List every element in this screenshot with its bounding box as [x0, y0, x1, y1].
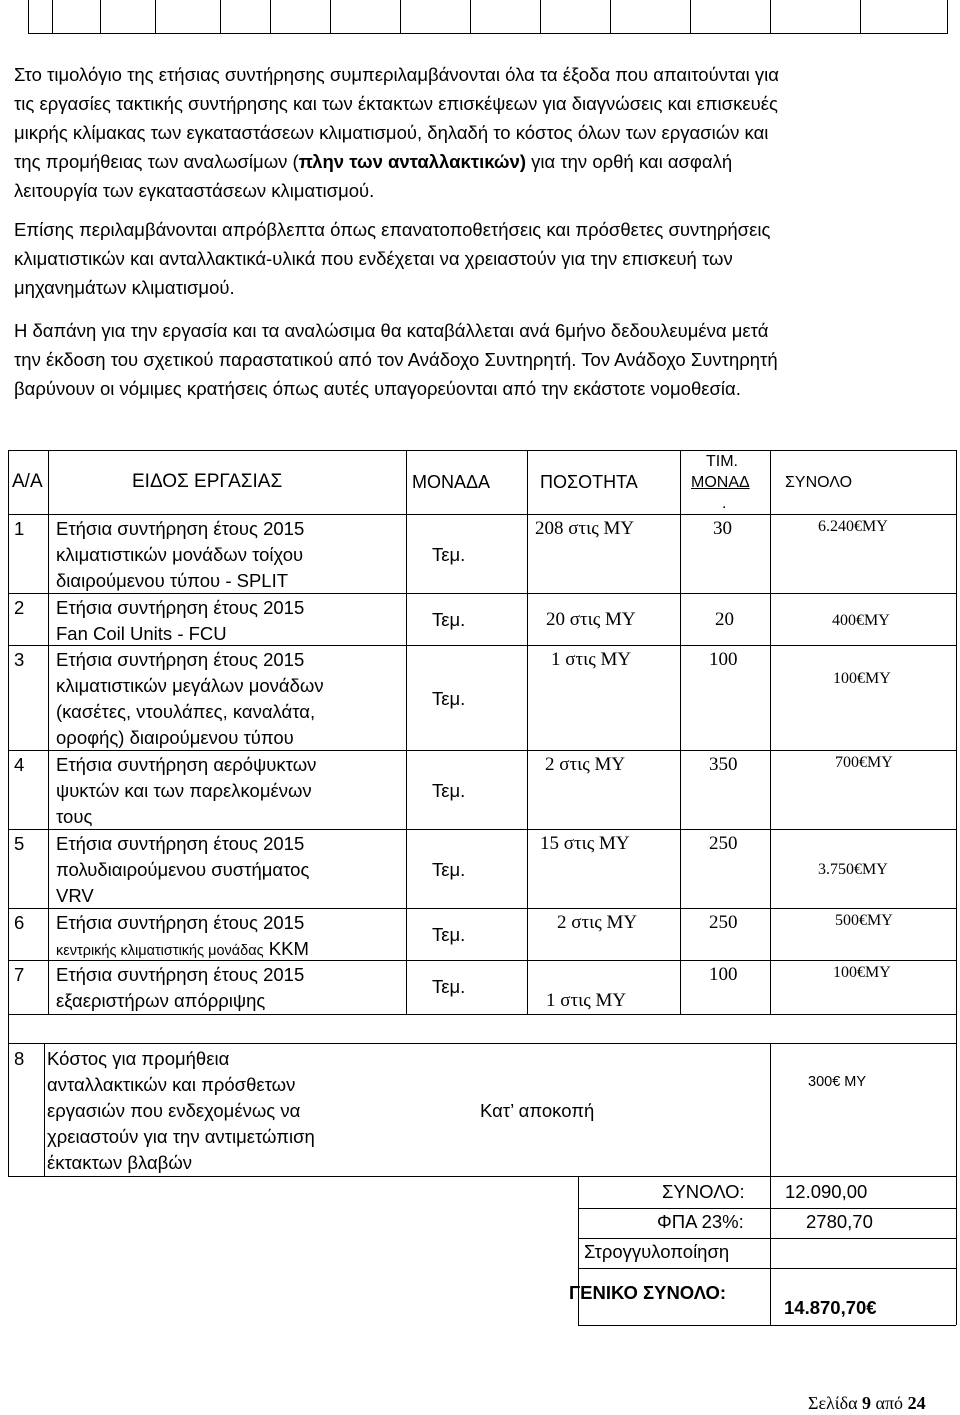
row-number: 7	[14, 964, 25, 985]
paragraph-3-line-2: την έκδοση του σχετικού παραστατικού από τον Ανάδοχο Συντηρητή. Τον Ανάδοχο Συντηρητή	[14, 349, 778, 370]
row-description-line: διαιρούμενου τύπου - SPLIT	[56, 570, 289, 591]
header-work-type: ΕΙΔΟΣ ΕΡΓΑΣΙΑΣ	[132, 471, 283, 492]
row-description-suffix: ΚΚΜ	[263, 938, 309, 959]
paragraph-1-line-2: τις εργασίες τακτικής συντήρησης και των έκτακτων επισκέψεων για διαγνώσεις και επισκευές	[14, 93, 778, 114]
row-description-line: Ετήσια συντήρηση έτους 2015	[56, 912, 305, 933]
summary-total-label: ΣΥΝΟΛΟ:	[662, 1181, 745, 1202]
row-unit: Τεμ.	[432, 976, 466, 997]
header-total: ΣΥΝΟΛΟ	[785, 474, 853, 491]
paragraph-1-bold-text: πλην των ανταλλακτικών)	[298, 151, 526, 172]
row-total: 100€ΜΥ	[833, 964, 891, 981]
row-number: 5	[14, 833, 25, 854]
row-description-line: εξαεριστήρων απόρριψης	[56, 990, 266, 1011]
row-description-line: Ετήσια συντήρηση έτους 2015	[56, 649, 305, 670]
row-description-line: εργασιών που ενδεχομένως να	[47, 1100, 301, 1121]
row-unit-price: 250	[709, 912, 738, 933]
row-quantity: 208 στις ΜΥ	[535, 518, 635, 539]
row-description-line: πολυδιαιρούμενου συστήματος	[56, 859, 310, 880]
row-quantity: 20 στις ΜΥ	[546, 609, 636, 630]
row-unit: Τεμ.	[432, 609, 466, 630]
row-quantity: 1 στις ΜΥ	[551, 649, 632, 670]
row-description-line: οροφής) διαιρούμενου τύπου	[56, 727, 294, 748]
paragraph-2-line-2: κλιματιστικών και ανταλλακτικά-υλικά που ενδέχεται να χρειαστούν για την επισκευή των	[14, 248, 733, 269]
row-total: 400€ΜΥ	[832, 612, 890, 629]
row-description-line: ανταλλακτικών και πρόσθετων	[47, 1074, 296, 1095]
header-unit: ΜΟΝΑΔΑ	[412, 472, 491, 492]
row-total: 500€ΜΥ	[835, 912, 893, 929]
row-description-line: Ετήσια συντήρηση έτους 2015	[56, 964, 305, 985]
row-quantity: 1 στις ΜΥ	[546, 990, 627, 1011]
page-total: 24	[907, 1393, 926, 1413]
row-description-line: Κόστος για προμήθεια	[47, 1048, 230, 1069]
paragraph-1-line-1: Στο τιμολόγιο της ετήσιας συντήρησης συμπεριλαμβάνονται όλα τα έξοδα που απαιτούνται για	[14, 64, 779, 85]
page-word: Σελίδα	[808, 1393, 858, 1413]
row-description-line	[56, 936, 309, 964]
row-description-line: (κασέτες, ντουλάπες, καναλάτα,	[56, 701, 316, 722]
row-total: 300€ ΜΥ	[808, 1074, 867, 1090]
row-description-line: Ετήσια συντήρηση αερόψυκτων	[56, 754, 317, 775]
paragraph-3-line-3: βαρύνουν οι νόμιμες κρατήσεις όπως αυτές υπαγορεύονται από την εκάστοτε νομοθεσία.	[14, 378, 741, 399]
page-footer	[808, 1392, 926, 1414]
paragraph-1-line-4-post: για την ορθή και ασφαλή	[526, 151, 733, 172]
paragraph-3-line-1: Η δαπάνη για την εργασία και τα αναλώσιμα θα καταβάλλεται ανά 6μήνο δεδουλευμένα μετά	[14, 320, 769, 341]
row-description-line: έκτακτων βλαβών	[47, 1152, 193, 1173]
header-unit-price-line-1: ΤΙΜ.	[706, 453, 738, 470]
row-unit-price: 350	[709, 754, 738, 775]
row-quantity: 15 στις ΜΥ	[540, 833, 630, 854]
row-unit-price: 100	[709, 649, 738, 670]
row-unit-price: 100	[709, 964, 738, 985]
row-total: 3.750€ΜΥ	[818, 861, 888, 878]
row-number: 1	[14, 518, 25, 539]
row-description-line: Ετήσια συντήρηση έτους 2015	[56, 518, 305, 539]
row-number: 3	[14, 649, 25, 670]
row-description-line: Ετήσια συντήρηση έτους 2015	[56, 833, 305, 854]
paragraph-1-line-3: μικρής κλίμακας των εγκαταστάσεων κλιματισμού, δηλαδή το κόστος όλων των εργασιών και	[14, 122, 769, 143]
paragraph-2-line-3: μηχανημάτων κλιματισμού.	[14, 277, 235, 298]
row-number: 2	[14, 597, 25, 618]
row-quantity: 2 στις ΜΥ	[557, 912, 638, 933]
summary-vat-label: ΦΠΑ 23%:	[657, 1211, 744, 1232]
row-unit: Τεμ.	[432, 544, 466, 565]
header-unit-price-line-3: .	[722, 495, 727, 512]
paragraph-2-line-1: Επίσης περιλαμβάνονται απρόβλεπτα όπως επανατοποθετήσεις και πρόσθετες συντηρήσεις	[14, 219, 771, 240]
row-unit-price: 30	[713, 518, 732, 539]
row-description-line: χρειαστούν για την αντιμετώπιση	[47, 1126, 315, 1147]
row-description-line: κλιματιστικών μεγάλων μονάδων	[56, 675, 324, 696]
row-unit: Τεμ.	[432, 859, 466, 880]
summary-total-value: 12.090,00	[785, 1181, 868, 1202]
summary-grand-total-value: 14.870,70€	[784, 1297, 877, 1318]
row-number: 6	[14, 912, 25, 933]
row-description-line: τους	[56, 806, 93, 827]
row-unit: Τεμ.	[432, 688, 466, 709]
paragraph-1-line-4-pre: της προμήθειας των αναλωσίμων (	[14, 151, 299, 172]
row-unit: Κατ’ αποκοπή	[480, 1100, 595, 1121]
row-number: 4	[14, 754, 25, 775]
row-unit-price: 20	[715, 609, 734, 630]
paragraph-1-line-5: λειτουργία των εγκαταστάσεων κλιματισμού.	[14, 180, 375, 201]
row-description-small: κεντρικής κλιματιστικής μονάδας	[56, 943, 264, 959]
row-quantity: 2 στις ΜΥ	[545, 754, 626, 775]
row-unit: Τεμ.	[432, 924, 466, 945]
row-unit: Τεμ.	[432, 780, 466, 801]
row-unit-price: 250	[709, 833, 738, 854]
row-description-line: κλιματιστικών μονάδων τοίχου	[56, 544, 304, 565]
row-description-line: Ετήσια συντήρηση έτους 2015	[56, 597, 305, 618]
header-unit-price-line-2: ΜΟΝΑΔ	[691, 474, 750, 491]
row-description-line: Fan Coil Units - FCU	[56, 623, 227, 644]
row-description-line: ψυκτών και των παρελκομένων	[56, 780, 312, 801]
row-description-line: VRV	[56, 885, 94, 906]
row-total: 6.240€ΜΥ	[818, 518, 888, 535]
row-number: 8	[14, 1048, 25, 1069]
row-total: 100€ΜΥ	[833, 670, 891, 687]
page-of-word: από	[875, 1393, 904, 1413]
summary-grand-total-label: ΓΕΝΙΚΟ ΣΥΝΟΛΟ:	[569, 1282, 727, 1303]
summary-rounding-label: Στρογγυλοποίηση	[584, 1241, 730, 1262]
header-aa: Α/Α	[12, 471, 43, 492]
header-quantity: ΠΟΣΟΤΗΤΑ	[540, 472, 638, 492]
page-number: 9	[862, 1393, 872, 1413]
summary-vat-value: 2780,70	[806, 1211, 873, 1232]
row-total: 700€ΜΥ	[835, 754, 893, 771]
